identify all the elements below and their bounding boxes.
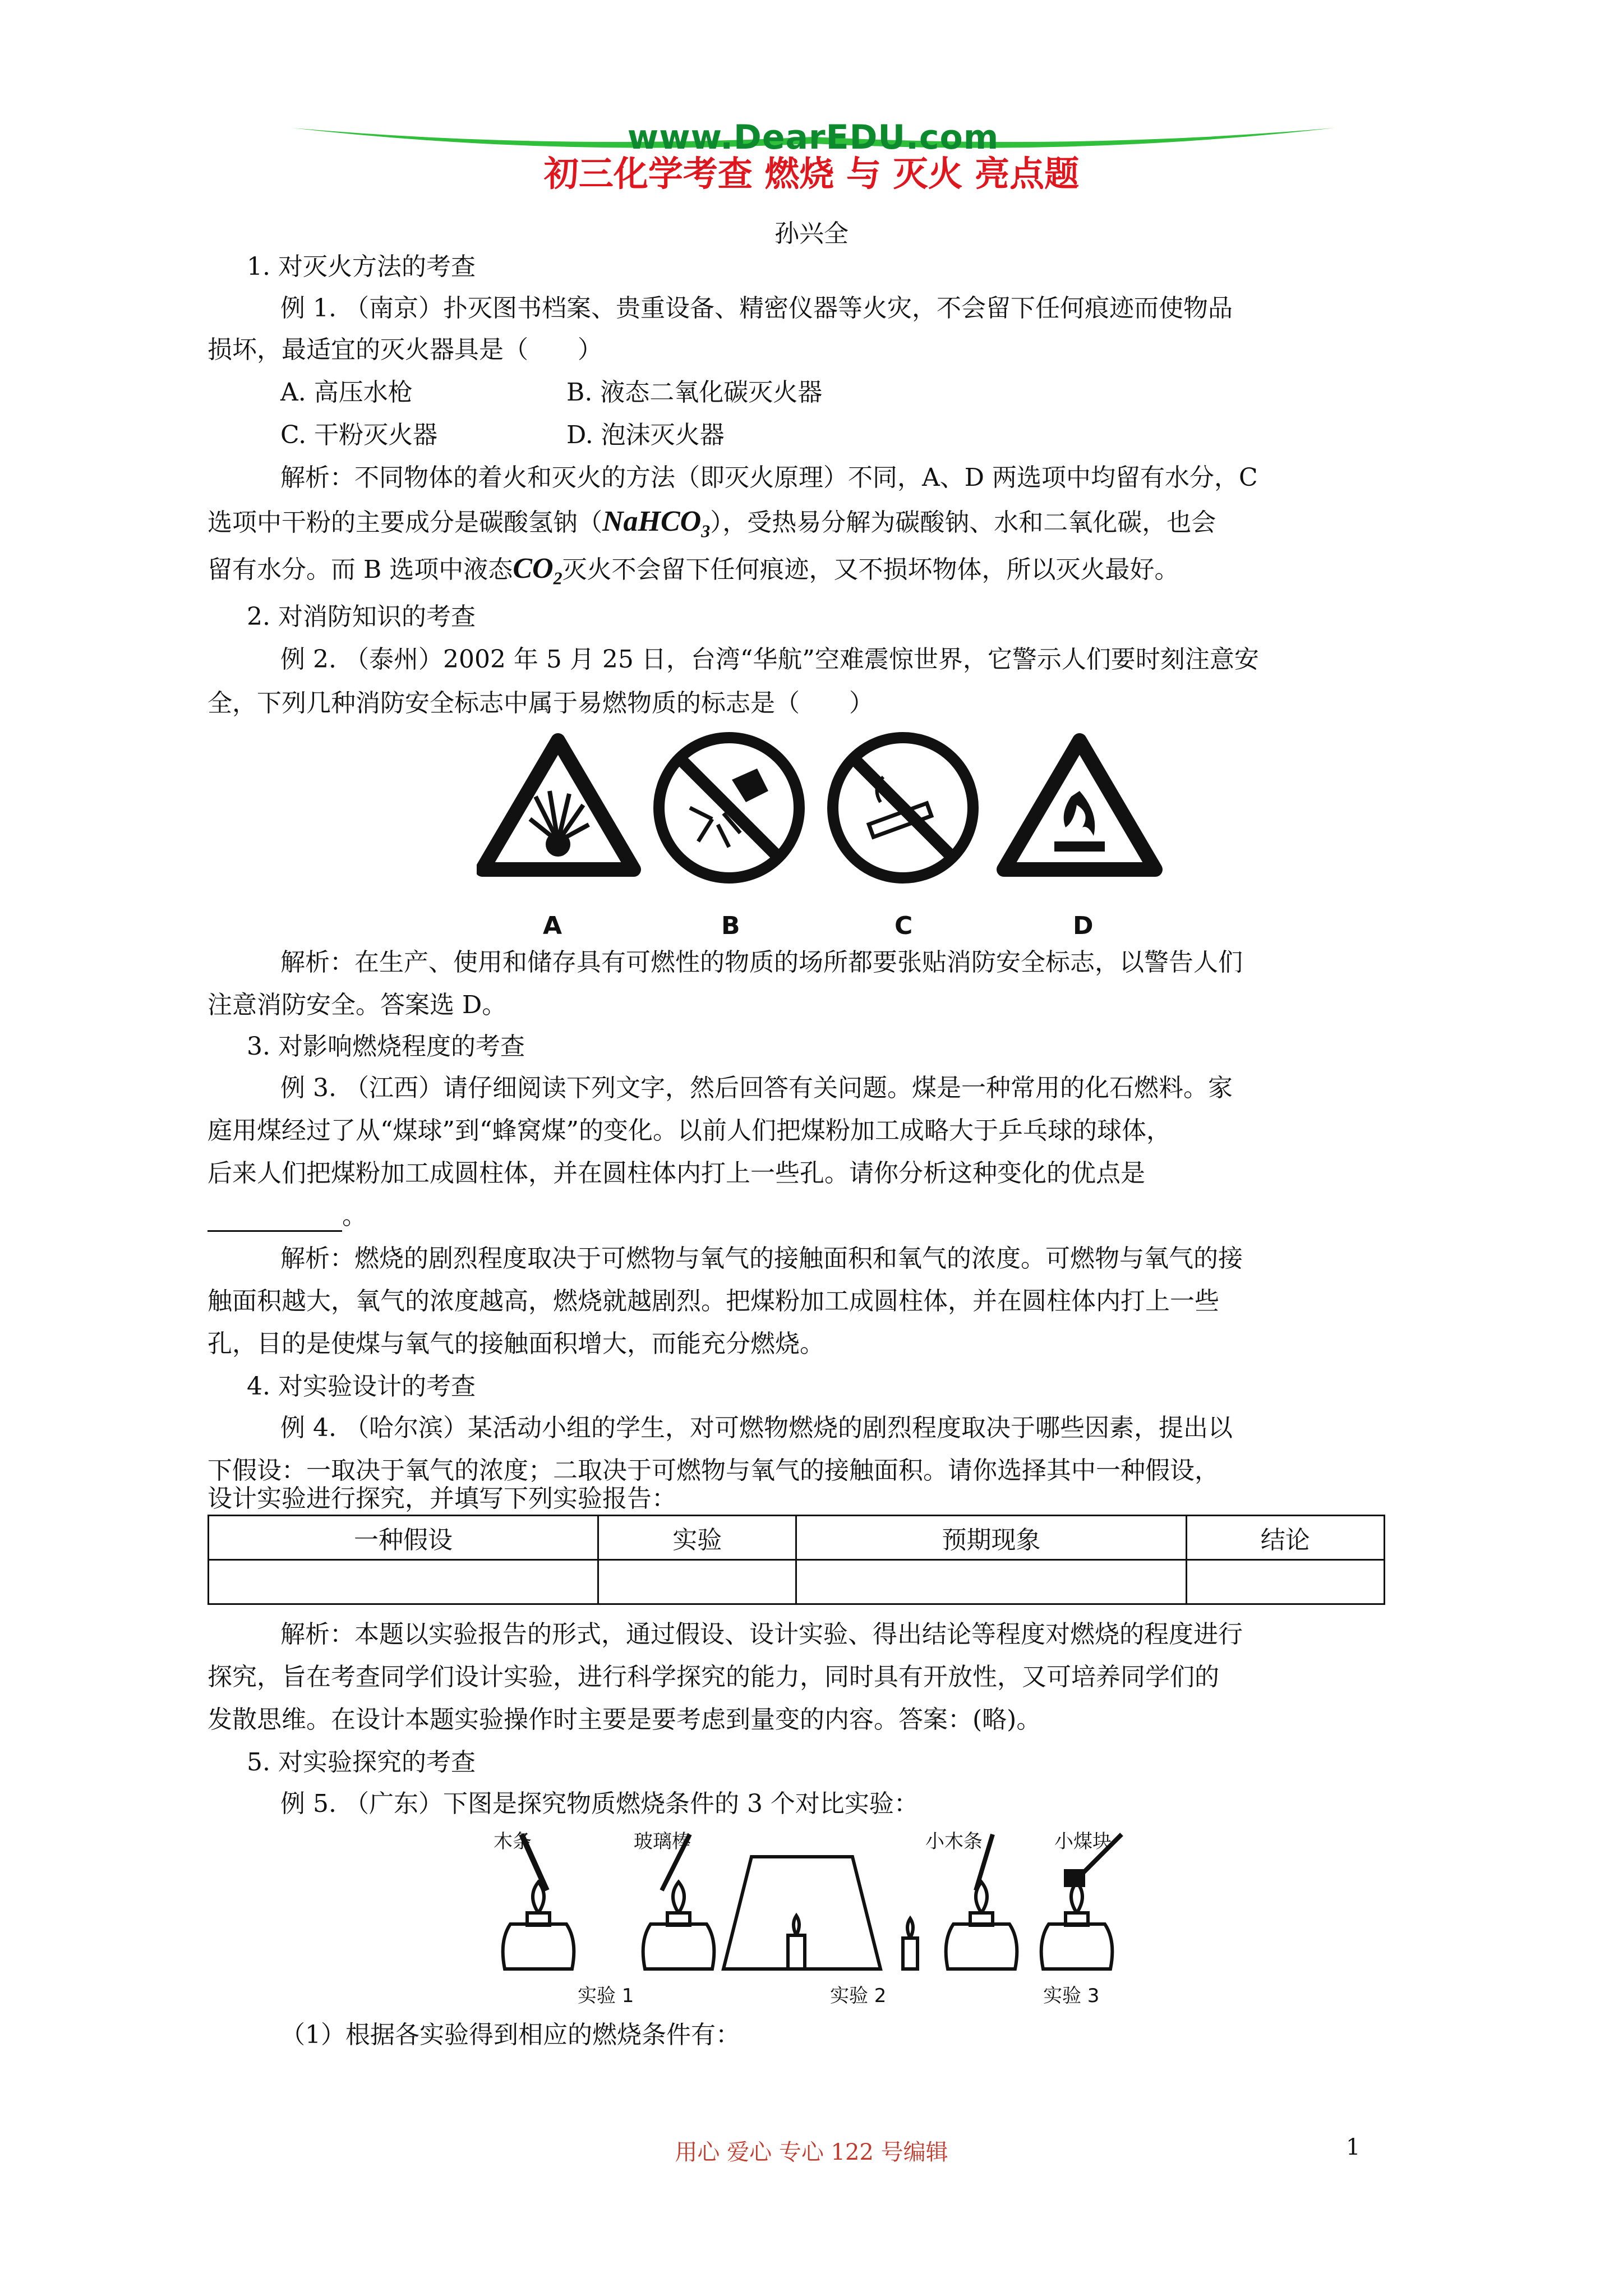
analysis-3-line-2: 触面积越大，氧气的浓度越高，燃烧就越剧烈。把煤粉加工成圆柱体，并在圆柱体内打上一些 — [208, 1287, 1219, 1315]
sign-a-explosive-icon — [482, 740, 634, 869]
option-b: B. 液态二氧化碳灭火器 — [566, 378, 823, 407]
analysis-1-line-3: 留有水分。而 B 选项中液态$CO_2$灭火不会留下任何痕迹，又不损坏物体，所以灭火最好。 — [208, 553, 1179, 588]
question-5-1: （1）根据各实验得到相应的燃烧条件有： — [280, 2021, 740, 2049]
example-2-line-2: 全，下列几种消防安全标志中属于易燃物质的标志是（ ） — [208, 689, 874, 717]
analysis-1-line-2: 选项中干粉的主要成分是碳酸氢钠（NaHCO$_3$），受热易分解为碳酸钠、水和二氧化碳，也会 — [208, 505, 1216, 541]
example-3-line-3: 后来人们把煤粉加工成圆柱体，并在圆柱体内打上一些孔。请你分析这种变化的优点是 — [208, 1159, 1145, 1188]
sign-label-c: C — [895, 912, 913, 940]
label-experiment-1: 实验 1 — [578, 1985, 634, 2007]
alcohol-lamp-icon — [946, 1882, 1017, 1969]
analysis-1-line-1: 解析：不同物体的着火和灭火的方法（即灭火原理）不同，A、D 两选项中均留有水分，C — [280, 463, 1258, 492]
analysis-4-line-2: 探究，旨在考查同学们设计实验，进行科学探究的能力，同时具有开放性，又可培养同学们的 — [208, 1663, 1219, 1691]
table-cell[interactable] — [1186, 1560, 1384, 1604]
analysis-2-line-1: 解析：在生产、使用和储存具有可燃性的物质的场所都要张贴消防安全标志，以警告人们 — [280, 948, 1243, 977]
example-2-line-1: 例 2. （泰州）2002 年 5 月 25 日，台湾“华航”空难震惊世界，它警示人们要时刻注意安 — [280, 645, 1259, 674]
label-experiment-2: 实验 2 — [830, 1985, 887, 2007]
answer-blank — [208, 1208, 342, 1232]
table-cell[interactable] — [796, 1560, 1186, 1604]
document-title: 初三化学考查 燃烧 与 灭火 亮点题 — [543, 153, 1080, 194]
sign-d-flammable-icon — [1004, 740, 1155, 869]
sign-label-d: D — [1073, 912, 1094, 940]
table-cell[interactable] — [598, 1560, 796, 1604]
sign-c-no-smoking-icon — [833, 738, 973, 878]
label-glass-rod: 玻璃棒 — [634, 1830, 691, 1853]
page-number: 1 — [1346, 2134, 1361, 2160]
example-5-line-1: 例 5. （广东）下图是探究物质燃烧条件的 3 个对比实验： — [280, 1789, 919, 1818]
coal-lump-icon — [1066, 1871, 1083, 1885]
label-small-coal: 小煤块 — [1054, 1830, 1112, 1853]
example-3-line-4: 。 — [208, 1200, 367, 1232]
analysis-2-line-2: 注意消防安全。答案选 D。 — [208, 991, 507, 1019]
table-header-conclusion: 结论 — [1186, 1516, 1384, 1560]
footer-text: 用心 爱心 专心 122 号编辑 — [675, 2139, 948, 2165]
author: 孙兴全 — [774, 219, 849, 248]
analysis-3-line-3: 孔，目的是使煤与氧气的接触面积增大，而能充分燃烧。 — [208, 1329, 824, 1358]
experiment-report-table — [208, 1515, 1385, 1605]
combustion-experiment-figure — [488, 1823, 1150, 1991]
analysis-4-line-3: 发散思维。在设计本题实验操作时主要是要考虑到量变的内容。答案：(略)。 — [208, 1705, 1041, 1734]
option-a: A. 高压水枪 — [280, 378, 413, 407]
formula-nahco3: NaHCO$_3$ — [602, 505, 711, 541]
sign-label-b: B — [721, 912, 740, 940]
analysis-4-line-1: 解析：本题以实验报告的形式，通过假设、设计实验、得出结论等程度对燃烧的程度进行 — [280, 1620, 1243, 1649]
label-experiment-3: 实验 3 — [1043, 1985, 1100, 2007]
section-2-heading: 2. 对消防知识的考查 — [247, 602, 476, 631]
section-1-heading: 1. 对灭火方法的考查 — [247, 252, 476, 281]
sign-b-no-fireworks-icon — [659, 738, 799, 878]
section-3-heading: 3. 对影响燃烧程度的考查 — [247, 1032, 525, 1061]
option-d: D. 泡沫灭火器 — [566, 421, 725, 449]
section-5-heading: 5. 对实验探究的考查 — [247, 1748, 476, 1777]
example-4-line-1: 例 4. （哈尔滨）某活动小组的学生，对可燃物燃烧的剧烈程度取决于哪些因素，提出以 — [280, 1414, 1233, 1442]
fire-safety-signs-figure — [477, 729, 1166, 909]
table-row — [209, 1560, 1385, 1604]
label-wood: 木条 — [494, 1830, 532, 1853]
formula-co2: $CO_2$ — [513, 553, 562, 588]
analysis-3-line-1: 解析：燃烧的剧烈程度取决于可燃物与氧气的接触面积和氧气的浓度。可燃物与氧气的接 — [280, 1244, 1243, 1273]
alcohol-lamp-icon — [643, 1882, 714, 1969]
example-1-line-2: 损坏，最适宜的灭火器具是（ ） — [208, 335, 602, 364]
table-header-row — [209, 1516, 1385, 1560]
option-c: C. 干粉灭火器 — [280, 421, 438, 449]
example-4-line-2: 下假设：一取决于氧气的浓度；二取决于可燃物与氧气的接触面积。请你选择其中一种假设， — [208, 1456, 1219, 1485]
table-header-expected: 预期现象 — [796, 1516, 1186, 1560]
alcohol-lamp-icon — [1041, 1882, 1113, 1969]
sign-label-a: A — [543, 912, 562, 940]
example-4-line-3: 设计实验进行探究，并填写下列实验报告： — [208, 1484, 676, 1513]
section-4-heading: 4. 对实验设计的考查 — [247, 1372, 476, 1401]
example-3-line-1: 例 3. （江西）请仔细阅读下列文字，然后回答有关问题。煤是一种常用的化石燃料。家 — [280, 1074, 1233, 1102]
label-small-wood: 小木条 — [925, 1830, 983, 1853]
example-1-line-1: 例 1. （南京）扑灭图书档案、贵重设备、精密仪器等火灾，不会留下任何痕迹而使物品 — [280, 294, 1233, 323]
table-header-experiment: 实验 — [598, 1516, 796, 1560]
table-cell[interactable] — [209, 1560, 598, 1604]
site-title: www.DearEDU.com — [627, 118, 999, 157]
alcohol-lamp-icon — [503, 1882, 574, 1969]
example-3-line-2: 庭用煤经过了从“煤球”到“蜂窝煤”的变化。以前人们把煤粉加工成略大于乒乓球的球体， — [208, 1116, 1171, 1145]
table-header-hypothesis: 一种假设 — [209, 1516, 598, 1560]
beaker-candle-icon — [723, 1857, 917, 1969]
